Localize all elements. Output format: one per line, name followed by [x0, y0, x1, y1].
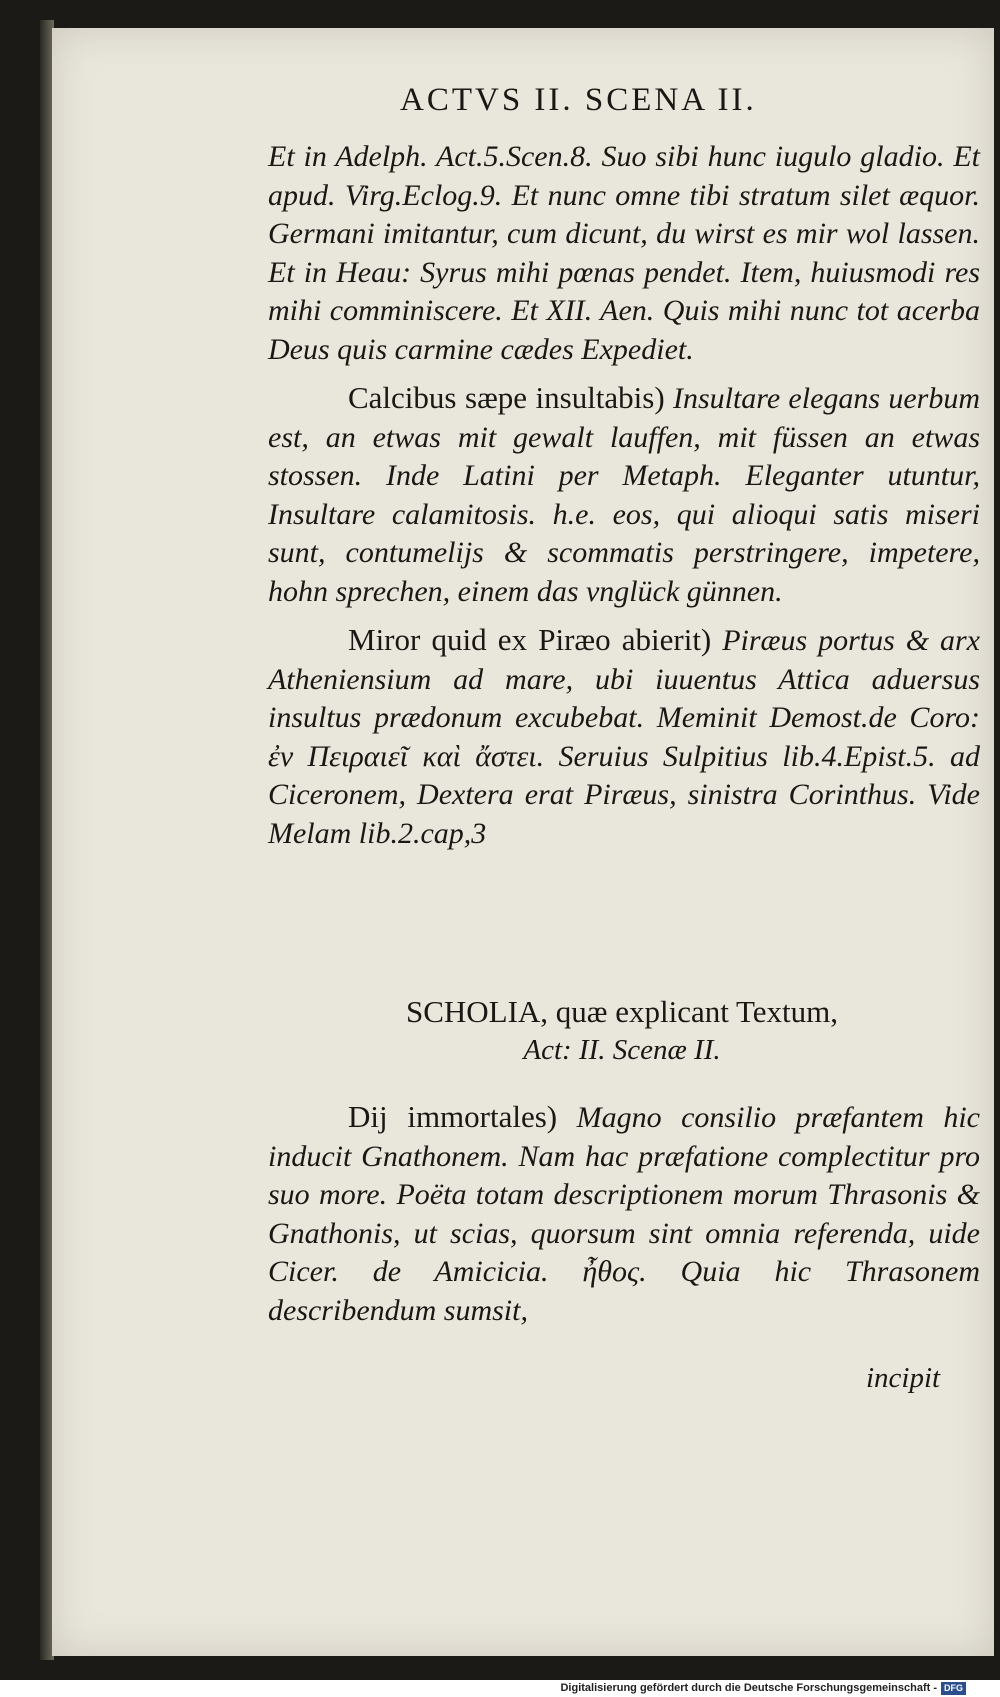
credit-text: Digitalisierung gefördert durch die Deutsche Forschungsgemeinschaft - [560, 1682, 937, 1694]
lemma-miror: Miror quid ex Piræo abierit) [348, 622, 712, 657]
lemma-calcibus: Calcibus sæpe insultabis) [348, 380, 665, 415]
scholia-subheading: Act: II. Scenæ II. [523, 1034, 721, 1066]
scholia-paragraph-1 [268, 1098, 980, 1330]
scholia-text-1: Magno consilio præfantem hic inducit Gnathonem. Nam hac præfatione complectitur pro suo more. Poëta totam descriptionem morum Thrasonis & Gnathonis, ut scias, quorsum sint omnia referenda, uide Cicer. de Amicicia. ἦθος. Quia hic Thrasonem describendum sumsit, [268, 1101, 980, 1327]
scholia-heading: SCHOLIA, quæ explicant Textum, [405, 994, 839, 1029]
commentary-paragraph-2 [268, 379, 980, 611]
digitization-credit [560, 1680, 966, 1697]
dfg-logo-icon: DFG [941, 1682, 966, 1695]
commentary-paragraph-3 [268, 621, 980, 853]
commentary-paragraph-1: Et in Adelph. Act.5.Scen.8. Suo sibi hunc iugulo gladio. Et apud. Virg.Eclog.9. Et nunc omne tibi stratum silet æquor. Germani imitantur, cum dicunt, du wirst es mir wol lassen. Et in Heau: Syrus mihi pœnas pendet. Item, huiusmodi res mihi comminiscere. Et XII. Aen. Quis mihi nunc tot acerba Deus quis carmine cædes Expediet. [268, 140, 980, 366]
lemma-dij: Dij immortales) [348, 1099, 558, 1134]
commentary-block [268, 138, 980, 853]
commentary-text-3: Piræus portus & arx Atheniensium ad mare, ubi iuuentus Attica aduersus insultus prædonum excubebat. Meminit Demost.de Coro: ἐν Πειραιεῖ καὶ ἄστει. Seruius Sulpitius lib.4.Epist.5. ad Ciceronem, Dextera erat Piræus, sinistra Corinthus. Vide Melam lib.2.cap,3 [268, 624, 980, 850]
commentary-text-2: Insultare elegans uerbum est, an etwas mit gewalt lauffen, mit füssen an etwas stossen. Inde Latini per Metaph. Eleganter utuntur, Insultare calamitosis. h.e. eos, qui alioqui satis miseri sunt, contumelijs & scommatis perstringere, impetere, hohn sprechen, einem das vnglück günnen. [268, 382, 980, 608]
scholia-block [268, 1098, 980, 1330]
running-head: ACTVS II. SCENA II. [400, 82, 757, 118]
catchword: incipit [866, 1362, 941, 1394]
